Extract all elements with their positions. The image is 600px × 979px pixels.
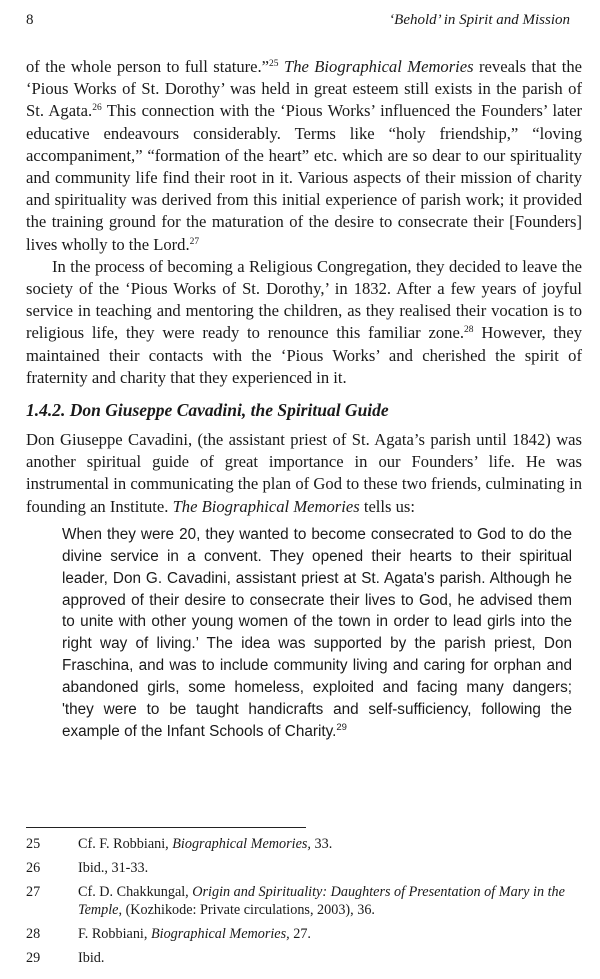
footnote-text-b: 33. — [310, 836, 333, 852]
paragraph-1 — [26, 56, 582, 256]
page-header — [26, 12, 570, 32]
block-quote-text: When they were 20, they wanted to become consecrated to God to do the divine service in a convent. They opened their hearts to their spiritual leader, Don G. Cavadini, assistant priest at St. Agata's parish. Although he approved of their desire to consecrate their lives to God, he advised them to unite with other young women of the town in order to lead girls into the right way of living.’ The idea was supported by the parish priest, Don Fraschina, and was to include community living and caring for orphan and abandoned girls, some homeless, exploited and facing many dangers; 'they were to be taught handicrafts and self-sufficiency, following the example of the Infant Schools of Charity. — [62, 525, 572, 741]
footnote-text — [78, 835, 582, 853]
section-heading: 1.4.2. Don Giuseppe Cavadini, the Spiritual Guide — [26, 400, 389, 421]
footnote-27 — [26, 883, 582, 919]
paragraph-3-text-b: tells us: — [359, 496, 416, 516]
footnote-text — [78, 949, 582, 967]
footnote-26 — [26, 859, 582, 877]
footnote-text-a: Ibid., 31-33. — [78, 860, 149, 876]
footnote-text — [78, 859, 582, 877]
footnote-number: 27 — [26, 884, 41, 900]
footnote-text — [78, 883, 582, 919]
footnote-number: 29 — [26, 950, 41, 966]
paragraph-3 — [26, 429, 582, 518]
paragraph-2-text-a: In the process of becoming a Religious Congregation, they decided to leave the society of the ‘Pious Works of St. Dorothy,’ in 1832. After a few years of joyful service in teaching and mentoring the children, as they realised their vocation is to religious life, they were ready to renounce this familiar zone. — [26, 256, 582, 343]
footnote-text — [78, 925, 582, 943]
footnote-ref-27: 27 — [189, 236, 200, 247]
footnote-text-a: Cf. F. Robbiani, — [78, 836, 173, 852]
paragraph-2-text-b: However, they maintained their contacts with the ‘Pious Works’ and cherished the spirit of fraternity and charity that they experienced in it. — [26, 323, 582, 387]
paragraph-1-text-a: of the whole person to full stature.” — [26, 57, 270, 76]
running-head: ‘Behold’ in Spirit and Mission — [389, 12, 570, 28]
footnote-text-a: F. Robbiani, — [78, 926, 151, 942]
footnotes — [26, 835, 582, 973]
paragraph-3-text-a: Don Giuseppe Cavadini, (the assistant priest of St. Agata’s parish until 1842) was another spiritual guide of great importance in our Founders’ life. He was instrumental in communicating the plan of God to these two friends, culminating in founding an Institute. — [26, 430, 582, 516]
paragraph-1-text-c: This connection with the ‘Pious Works’ influenced the Founders’ later educative endeavours considerably. Terms like “holy friendship,” “loving accompaniment,” “formation of the heart” etc. which are so dear to our spirituality and community life find their root in it. Various aspects of their mission of charity and spirituality was derived from this initial experience of parish work; it provided the training ground for the maturation of the desire to consecrate their [Founders] lives wholly to the Lord. — [26, 101, 582, 254]
footnote-number: 25 — [26, 836, 41, 852]
footnote-number: 28 — [26, 926, 41, 942]
footnote-title: Biographical Memories, — [172, 836, 311, 852]
footnote-28 — [26, 925, 582, 943]
footnote-ref-29: 29 — [336, 722, 347, 734]
footnote-title: Origin and Spirituality: Daughters of Presentation of Mary in the Temple — [78, 884, 565, 918]
block-quote — [62, 524, 572, 743]
footnote-title: Biographical Memories, — [150, 926, 290, 942]
footnote-text-b: , (Kozhikode: Private circulations, 2003), 36. — [118, 902, 375, 918]
footnote-text-a: Ibid. — [78, 950, 105, 966]
footnote-text-b: 27. — [289, 926, 311, 942]
book-title: The Biographical Memories — [283, 57, 474, 76]
page-number: 8 — [26, 12, 34, 28]
paragraph-2 — [26, 256, 582, 389]
footnote-ref-25: 25 — [269, 59, 279, 69]
footnote-29 — [26, 949, 582, 967]
footnote-number: 26 — [26, 860, 41, 876]
footnote-ref-28: 28 — [464, 325, 474, 336]
footnote-text-a: Cf. D. Chakkungal, — [78, 884, 193, 900]
paragraph-1-text-b: reveals that the ‘Pious Works of St. Dorothy’ was held in great esteem still exists in the parish of St. Agata. — [26, 57, 582, 121]
footnote-ref-26: 26 — [92, 103, 102, 114]
book-title: The Biographical Memories — [172, 496, 360, 516]
footnote-25 — [26, 835, 582, 853]
page-body — [26, 56, 582, 743]
footnote-rule — [26, 827, 306, 828]
